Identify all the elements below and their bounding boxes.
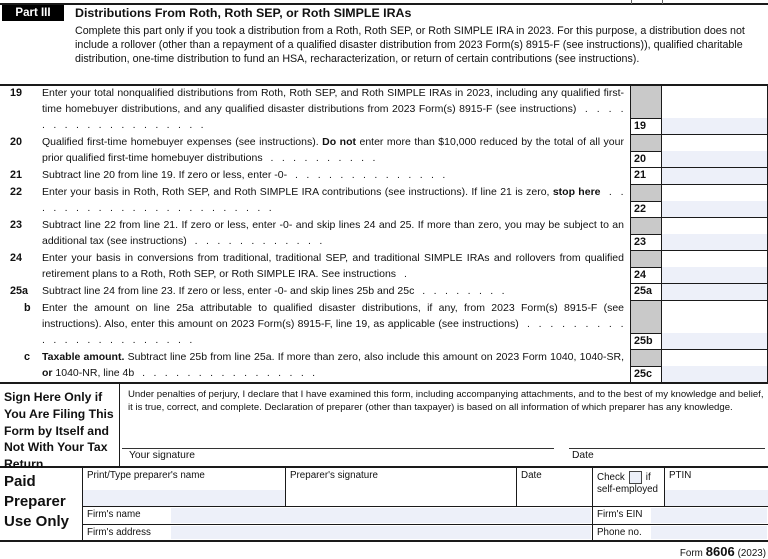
amount-column [662,350,768,382]
part-description: Complete this part only if you took a distribution from a Roth, Roth SEP, or Roth SIMPLE IRA in 2023. For this purpose, a distribution does not include a rollover (other than a repayment of a qualified disaster distribution from 2023 Form(s) 8915-F (see instructions)), qualified charitable distribution, one-time distribution to fund an HSA, recharacterization, or return of certain contributions (see instructions). [75,25,745,66]
amount-column [662,218,768,251]
amount-field[interactable] [662,366,767,382]
amount-field[interactable] [662,151,767,167]
line-number-box-column [630,350,662,382]
shaded-cell [631,350,661,366]
firm-ein-field[interactable] [651,508,767,523]
shaded-cell [631,86,661,118]
line-text: Enter your basis in Roth, Roth SEP, and Roth SIMPLE IRA contributions (see instructions). If line 21 is zero, stop here . . . . . . . . . . . . . . . . . . . . . . . [42,186,625,214]
firm-address-field[interactable] [171,526,591,539]
preparer-signature-label: Preparer's signature [290,470,378,481]
paid-preparer-section [0,466,768,542]
empty-cell [662,135,767,151]
your-signature-label: Your signature [129,450,196,461]
line-text: Taxable amount. Subtract line 25b from line 25a. If more than zero, also include this amount on 2023 Form 1040, 1040-SR, or 1040-NR, line 4b . . . . . . . . . . . . . . . . [42,351,625,379]
empty-cell [662,301,767,333]
perjury-statement: Under penalties of perjury, I declare that I have examined this form, including accompanying attachments, and to the best of my knowledge and belief, it is true, correct, and complete. Declaration of preparer (other than taxpayer) is based on all information of which preparer has any knowledge. [128,389,764,413]
amount-field[interactable] [662,118,767,134]
phone-label: Phone no. [593,525,651,540]
box-label: 25c [631,366,661,382]
firm-address-cell [83,525,593,540]
preparer-row-2 [83,507,768,525]
preparer-date-label: Date [521,470,542,481]
line-item [0,251,768,284]
box-label: 25a [631,284,661,300]
empty-cell [662,350,767,366]
line-number-box-column [630,251,662,284]
box-label: 23 [631,234,661,250]
shaded-cell [631,185,661,201]
line-item [0,185,768,218]
line-item [0,350,768,382]
line-number: 22 [10,186,23,198]
page-footer [0,542,768,559]
line-number-box-column [630,284,662,301]
amount-field[interactable] [662,333,767,349]
line-text: Subtract line 24 from line 23. If zero or less, enter -0- and skip lines 25b and 25c . . . . . . . . [42,285,506,297]
line-item [0,168,768,185]
ptin-cell [665,468,768,506]
amount-field[interactable] [662,267,767,283]
line-number-box-column [630,86,662,135]
shaded-cell [631,251,661,267]
preparer-row-3 [83,525,768,540]
empty-cell [662,86,767,118]
firm-ein-label: Firm's EIN [593,507,651,524]
sign-date-label: Date [572,450,594,461]
paid-preparer-label: Paid Preparer Use Only [0,468,83,540]
amount-field[interactable] [662,284,767,300]
preparer-name-field[interactable] [83,490,285,506]
preparer-name-label: Print/Type preparer's name [87,470,205,481]
line-number-box-column [630,168,662,185]
firm-name-label: Firm's name [83,507,171,524]
ptin-label: PTIN [669,470,692,481]
empty-cell [662,218,767,234]
line-number: b [24,302,31,314]
form-word: Form [679,548,703,559]
line-number-box-column [630,135,662,168]
sign-section [0,384,768,472]
line-item [0,218,768,251]
phone-field[interactable] [651,526,767,539]
preparer-row-1 [83,468,768,507]
line-text: Enter the amount on line 25a attributable to qualified disaster distributions, if any, from 2023 Form(s) 8915-F (see instructions). Also, enter this amount on 2023 Form(s) 8915-F, line 19, as applicable (see instructions) . . . . . . . . . . . . . . . . . . . . . . . [42,302,625,346]
line-number: 23 [10,219,23,231]
preparer-date-cell[interactable] [517,468,593,506]
sign-right-area [120,384,768,466]
shaded-cell [631,218,661,234]
line-number-box-column [630,218,662,251]
amount-column [662,284,768,301]
firm-name-cell [83,507,593,524]
line-text: Enter your basis in conversions from traditional, traditional SEP, and traditional SIMPLE IRAs and rollovers from qualified retirement plans to a Roth, Roth SEP, or Roth SIMPLE IRA. See instructions . [42,252,624,280]
line-item [0,301,768,350]
box-label: 22 [631,201,661,217]
amount-field[interactable] [662,234,767,250]
self-employed-checkbox[interactable] [629,471,642,484]
sign-date-line[interactable] [569,448,765,449]
box-label: 24 [631,267,661,283]
phone-cell [593,525,768,540]
preparer-table [83,468,768,540]
preparer-name-cell [83,468,286,506]
line-number: 20 [10,136,23,148]
amount-column [662,168,768,185]
line-text: Enter your total nonqualified distributions from Roth, Roth SEP, and Roth SIMPLE IRAs in 2023, including any qualified first-time homebuyer distributions, and any qualified disaster distributions from 2023 Form(s) 8915-F (see instructions) . . . . . . . . . . . . . . . . . . . [42,87,625,131]
preparer-signature-cell[interactable] [286,468,517,506]
line-number: 19 [10,87,23,99]
line-item [0,284,768,301]
self-employed-cell [593,468,665,506]
box-label: 21 [631,168,661,184]
shaded-cell [631,135,661,151]
amount-field[interactable] [662,168,767,184]
line-number: 21 [10,169,23,181]
ptin-field[interactable] [665,490,768,506]
box-label: 19 [631,118,661,134]
firm-ein-cell [593,507,768,524]
line-text: Subtract line 20 from line 19. If zero or less, enter -0- . . . . . . . . . . . . . . [42,169,446,181]
column-tick-left [631,0,632,4]
amount-column [662,251,768,284]
firm-name-field[interactable] [171,508,591,523]
column-tick-right [662,0,663,4]
line-item [0,86,768,135]
amount-field[interactable] [662,201,767,217]
check-if-label: if [645,472,651,483]
line-number: c [24,351,31,363]
line-number-box-column [630,301,662,350]
line-number-box-column [630,185,662,218]
form-number: 8606 [705,544,735,559]
form-year: (2023) [737,548,766,559]
line-text: Qualified first-time homebuyer expenses (see instructions). Do not enter more than $10,000 reduced by the total of all your prior qualified first-time homebuyer distributions . . . . . . . . . . [42,136,624,164]
part-label: Part III [2,5,64,21]
empty-cell [662,251,767,267]
line-items [0,86,768,384]
amount-column [662,301,768,350]
box-label: 20 [631,151,661,167]
sign-here-label: Sign Here Only if You Are Filing This Form by Itself and Not With Your Tax Return [0,384,120,466]
shaded-cell [631,301,661,333]
empty-cell [662,185,767,201]
firm-address-label: Firm's address [83,525,171,540]
your-signature-line[interactable] [122,448,554,449]
part-title: Distributions From Roth, Roth SEP, or Roth SIMPLE IRAs [75,6,412,20]
self-employed-label: self-employed [597,484,658,495]
amount-column [662,185,768,218]
amount-column [662,86,768,135]
line-item [0,135,768,168]
line-number: 25a [10,285,29,297]
check-prefix-label: Check [597,472,625,483]
part-iii-header [0,5,768,86]
amount-column [662,135,768,168]
box-label: 25b [631,333,661,349]
line-number: 24 [10,252,23,264]
line-text: Subtract line 22 from line 21. If zero or less, enter -0- and skip lines 24 and 25. If more than zero, you may be subject to an additional tax (see instructions) . . . . . . . . . . . . [42,219,624,247]
